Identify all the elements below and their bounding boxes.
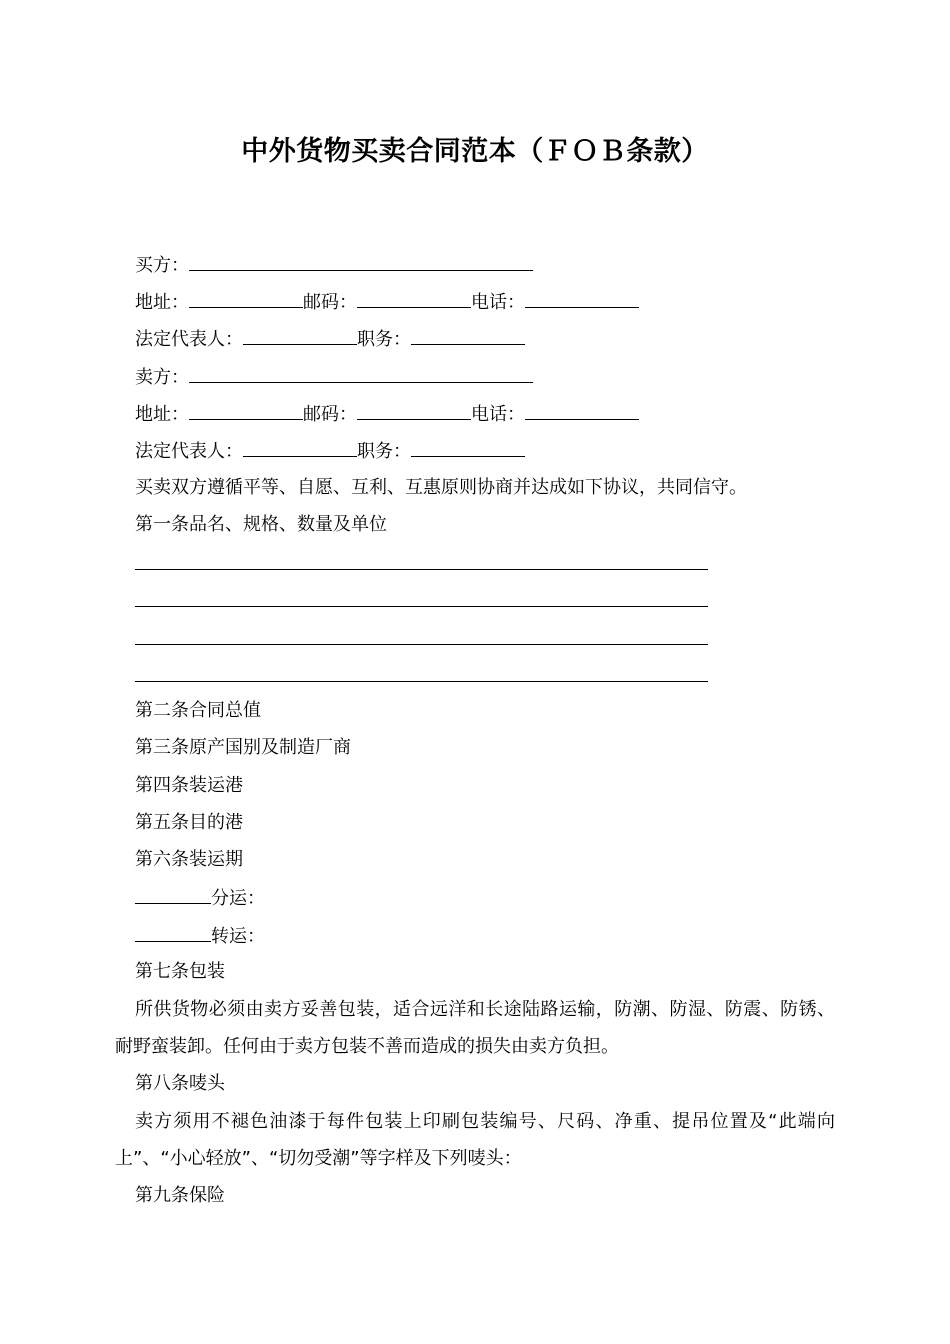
transshipment-blank [135,923,211,942]
seller-rep-blank [243,438,357,457]
partial-shipment-blank [135,885,211,904]
buyer-rep-line [135,326,525,352]
seller-postcode-blank [357,401,471,420]
article-1-blank-line [135,644,708,645]
buyer-phone-blank [525,289,639,308]
buyer-phone-label: 电话： [471,292,525,313]
article-1-blank-line [135,606,708,607]
article-1-blank-line [135,569,708,570]
transshipment-label: 转运： [211,926,265,947]
buyer-position-blank [411,326,525,345]
article-4-heading: 第四条装运港 [135,775,243,796]
buyer-address-line [135,289,639,315]
buyer-rep-label: 法定代表人： [135,329,243,350]
intro-text: 买卖双方遵循平等、自愿、互利、互惠原则协商并达成如下协议，共同信守。 [135,477,747,498]
partial-shipment-line [135,885,265,911]
buyer-position-label: 职务： [357,329,411,350]
seller-phone-blank [525,401,639,420]
seller-address-line [135,401,639,427]
partial-shipment-label: 分运： [211,888,265,909]
buyer-postcode-label: 邮码： [303,292,357,313]
article-2-heading: 第二条合同总值 [135,700,261,721]
transshipment-line [135,923,265,949]
document-title: 中外货物买卖合同范本（ＦＯＢ条款） [241,136,709,167]
article-6-heading: 第六条装运期 [135,849,243,870]
article-5-heading: 第五条目的港 [135,812,243,833]
seller-rep-label: 法定代表人： [135,441,243,462]
article-7-text: 所供货物必须由卖方妥善包装，适合远洋和长途陆路运输，防潮、防湿、防震、防锈、耐野蛮装卸。任何由于卖方包装不善而造成的损失由卖方负担。 [115,999,835,1057]
seller-rep-line [135,438,525,464]
seller-blank [189,364,533,383]
article-7-heading: 第七条包装 [135,961,225,982]
article-8-text: 卖方须用不褪色油漆于每件包装上印刷包装编号、尺码、净重、提吊位置及“此端向上”、“小心轻放”、“切勿受潮”等字样及下列唛头： [115,1111,835,1169]
article-3-heading: 第三条原产国别及制造厂商 [135,737,351,758]
buyer-blank [189,252,533,271]
buyer-postcode-blank [357,289,471,308]
seller-line [135,364,533,390]
buyer-label: 买方： [135,255,189,276]
buyer-line [135,252,533,278]
seller-address-label: 地址： [135,404,189,425]
article-8-heading: 第八条唛头 [135,1073,225,1094]
seller-phone-label: 电话： [471,404,525,425]
article-1-blank-line [135,681,708,682]
seller-postcode-label: 邮码： [303,404,357,425]
buyer-rep-blank [243,326,357,345]
article-1-heading: 第一条品名、规格、数量及单位 [135,514,387,535]
seller-position-blank [411,438,525,457]
buyer-address-blank [189,289,303,308]
buyer-address-label: 地址： [135,292,189,313]
seller-label: 卖方： [135,367,189,388]
seller-address-blank [189,401,303,420]
seller-position-label: 职务： [357,441,411,462]
article-9-heading: 第九条保险 [135,1185,225,1206]
